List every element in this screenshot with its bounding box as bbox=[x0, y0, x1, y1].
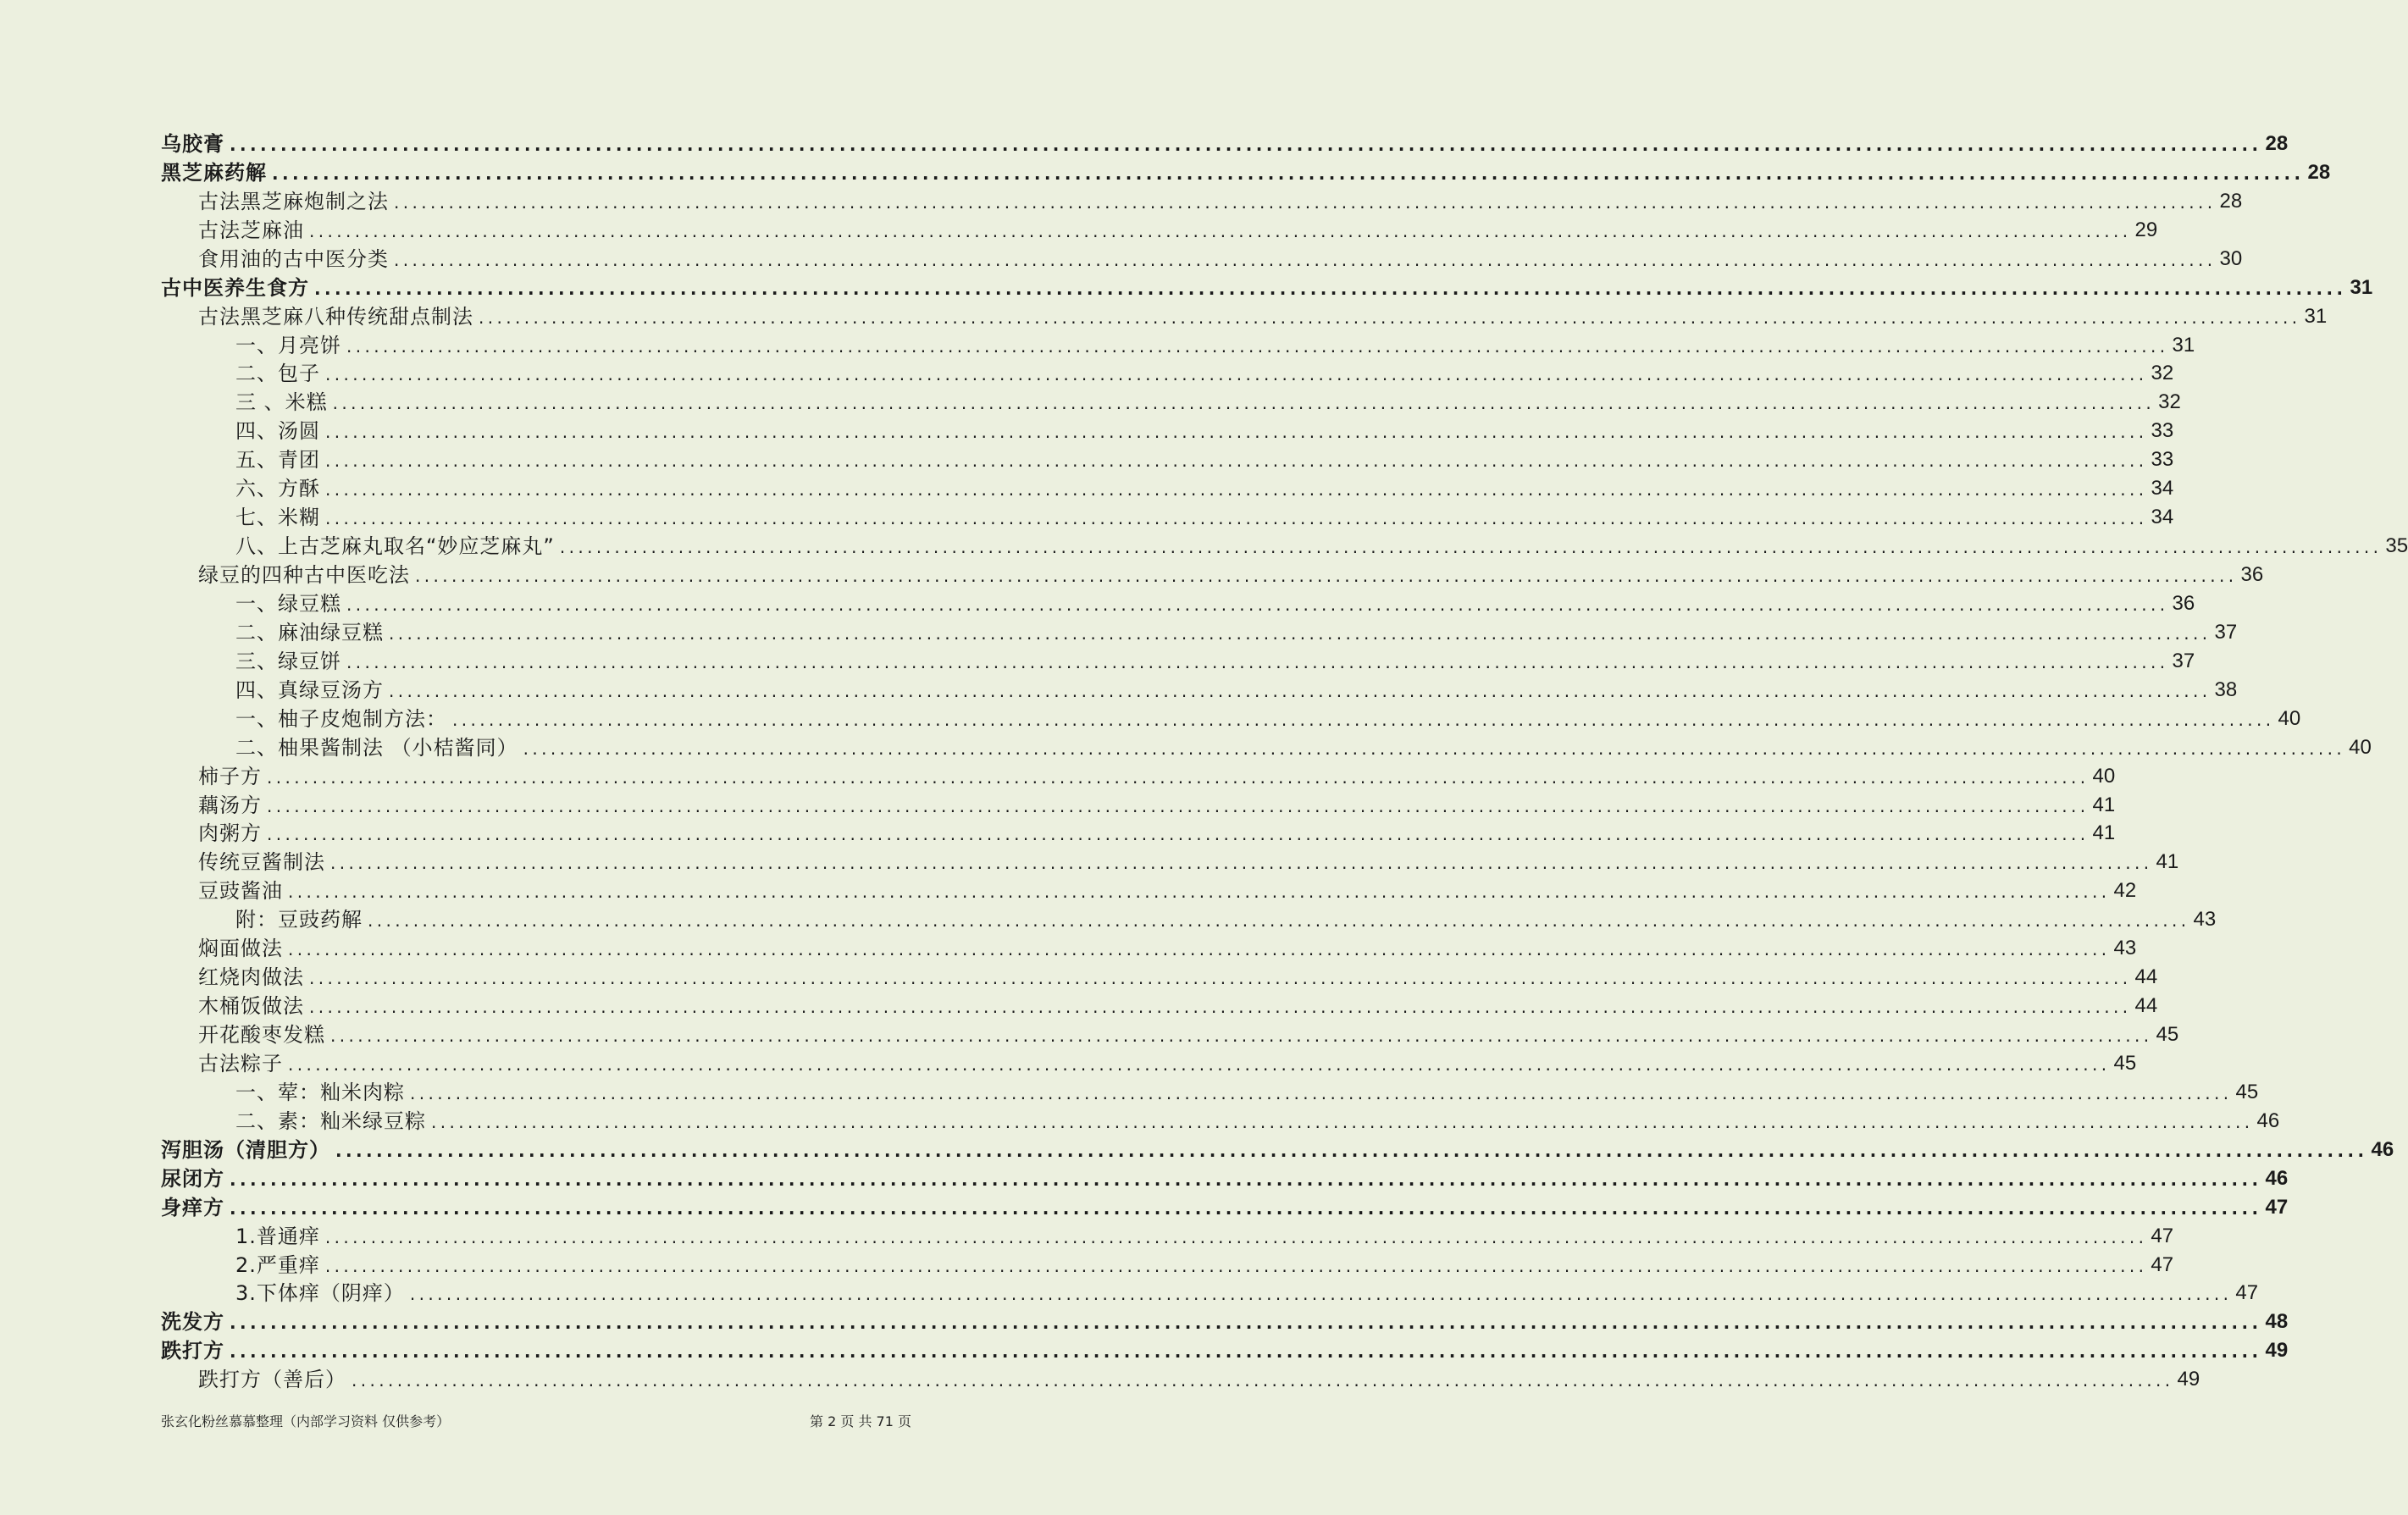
toc-entry-title: 跌打方（善后） bbox=[198, 1368, 346, 1392]
toc-entry-title: 洗发方 bbox=[161, 1310, 224, 1335]
page-footer bbox=[161, 1411, 911, 1430]
toc-entry[interactable] bbox=[161, 1189, 2289, 1219]
toc-entry-page: 45 bbox=[2113, 1051, 2137, 1075]
toc-entry-title: 四、汤圆 bbox=[235, 419, 320, 444]
toc-entry-title: 绿豆的四种古中医吃法 bbox=[198, 563, 410, 587]
toc-dot-leader: ........................................................................................................................................................................................................ bbox=[410, 1082, 2233, 1103]
toc-entry-page: 46 bbox=[2371, 1137, 2394, 1161]
toc-dot-leader: ........................................................................................................................................................................................................ bbox=[230, 1341, 2262, 1363]
toc-entry-title: 六、方酥 bbox=[235, 477, 320, 501]
toc-entry-page: 43 bbox=[2113, 937, 2137, 960]
toc-entry-title: 一、柚子皮炮制方法： bbox=[235, 706, 447, 731]
toc-entry-title: 古法黑芝麻炮制之法 bbox=[198, 189, 389, 213]
toc-entry[interactable] bbox=[161, 758, 2116, 788]
toc-dot-leader: ........................................................................................................................................................................................................ bbox=[324, 1255, 2148, 1276]
toc-entry-page: 41 bbox=[2092, 821, 2116, 845]
toc-entry-page: 41 bbox=[2156, 850, 2179, 874]
toc-dot-leader: ........................................................................................................................................................................................................ bbox=[325, 479, 2148, 500]
toc-entry[interactable] bbox=[161, 1332, 2289, 1363]
toc-entry-title: 跌打方 bbox=[161, 1339, 224, 1363]
toc-entry[interactable] bbox=[161, 327, 2195, 357]
toc-entry[interactable] bbox=[161, 125, 2289, 156]
toc-entry-title: 古法黑芝麻八种传统甜点制法 bbox=[198, 304, 473, 329]
toc-entry-page: 47 bbox=[2151, 1224, 2174, 1247]
toc-entry[interactable] bbox=[161, 930, 2137, 961]
toc-entry-title: 三、绿豆饼 bbox=[235, 649, 341, 673]
toc-dot-leader: ........................................................................................................................................................................................................ bbox=[332, 393, 2156, 414]
toc-dot-leader: ........................................................................................................................................................................................................ bbox=[267, 795, 2090, 816]
toc-entry[interactable] bbox=[161, 384, 2181, 415]
toc-dot-leader: ........................................................................................................................................................................................................ bbox=[309, 968, 2132, 989]
toc-entry[interactable] bbox=[161, 729, 2372, 760]
toc-entry-title: 附：豆豉药解 bbox=[235, 908, 363, 932]
toc-entry-title: 肉粥方 bbox=[198, 821, 262, 846]
toc-dot-leader: ........................................................................................................................................................................................................ bbox=[394, 249, 2217, 270]
toc-entry-page: 46 bbox=[2265, 1166, 2289, 1190]
toc-entry-page: 40 bbox=[2278, 706, 2301, 730]
toc-entry[interactable] bbox=[161, 959, 2158, 990]
toc-entry-title: 食用油的古中医分类 bbox=[198, 246, 389, 271]
toc-entry[interactable] bbox=[161, 1016, 2179, 1047]
toc-entry-title: 传统豆酱制法 bbox=[198, 850, 325, 875]
toc-entry[interactable] bbox=[161, 872, 2137, 904]
toc-entry-title: 一、绿豆糕 bbox=[235, 591, 341, 616]
toc-entry-page: 29 bbox=[2134, 218, 2158, 241]
toc-entry-page: 30 bbox=[2219, 246, 2243, 270]
toc-dot-leader: ........................................................................................................................................................................................................ bbox=[230, 1169, 2262, 1190]
toc-entry[interactable] bbox=[161, 499, 2174, 530]
toc-dot-leader: ........................................................................................................................................................................................................ bbox=[346, 335, 2169, 357]
toc-entry-title: 豆豉酱油 bbox=[198, 879, 283, 904]
toc-dot-leader: ........................................................................................................................................................................................................ bbox=[335, 1140, 2368, 1161]
toc-dot-leader: ........................................................................................................................................................................................................ bbox=[230, 134, 2262, 155]
toc-entry-page: 28 bbox=[2265, 131, 2289, 155]
toc-dot-leader: ........................................................................................................................................................................................................ bbox=[559, 537, 2383, 558]
footer-page-number: 第 2 页 共 71 页 bbox=[810, 1413, 911, 1429]
toc-entry-title: 一、月亮饼 bbox=[235, 333, 341, 357]
toc-entry-title: 二、柚果酱制法 （小桔酱同） bbox=[235, 735, 518, 760]
toc-entry-title: 七、米糊 bbox=[235, 506, 320, 530]
toc-entry[interactable] bbox=[161, 241, 2243, 271]
toc-entry-page: 47 bbox=[2235, 1281, 2259, 1305]
toc-dot-leader: ........................................................................................................................................................................................................ bbox=[288, 1053, 2111, 1075]
toc-entry-page: 34 bbox=[2151, 506, 2174, 529]
toc-entry-title: 古中医养生食方 bbox=[161, 275, 309, 300]
toc-dot-leader: ........................................................................................................................................................................................................ bbox=[325, 451, 2148, 472]
toc-entry-title: 1.普通痒 bbox=[235, 1224, 320, 1248]
toc-entry[interactable] bbox=[161, 816, 2116, 846]
toc-dot-leader: ........................................................................................................................................................................................................ bbox=[452, 709, 2275, 730]
toc-dot-leader: ........................................................................................................................................................................................................ bbox=[230, 1197, 2262, 1219]
toc-entry-page: 36 bbox=[2172, 591, 2195, 615]
toc-entry-page: 46 bbox=[2256, 1109, 2280, 1132]
toc-entry[interactable] bbox=[161, 269, 2373, 300]
toc-entry[interactable] bbox=[161, 1275, 2259, 1306]
toc-dot-leader: ........................................................................................................................................................................................................ bbox=[415, 566, 2238, 586]
toc-entry-title: 四、真绿豆汤方 bbox=[235, 677, 384, 702]
toc-entry-page: 48 bbox=[2265, 1310, 2289, 1334]
toc-entry-page: 40 bbox=[2349, 735, 2372, 759]
toc-entry-title: 二、包子 bbox=[235, 362, 320, 386]
toc-entry[interactable] bbox=[161, 356, 2174, 386]
toc-entry[interactable] bbox=[161, 528, 2408, 559]
toc-entry-page: 42 bbox=[2113, 879, 2137, 903]
toc-entry-title: 二、素：籼米绿豆粽 bbox=[235, 1109, 426, 1133]
toc-dot-leader: ........................................................................................................................................................................................................ bbox=[267, 766, 2090, 788]
toc-entry[interactable] bbox=[161, 987, 2158, 1019]
toc-dot-leader: ........................................................................................................................................................................................................ bbox=[324, 1226, 2148, 1247]
toc-entry[interactable] bbox=[161, 1074, 2259, 1104]
toc-dot-leader: ........................................................................................................................................................................................................ bbox=[330, 1026, 2153, 1046]
toc-entry-page: 31 bbox=[2350, 275, 2373, 299]
toc-entry-page: 40 bbox=[2092, 764, 2116, 788]
toc-entry[interactable] bbox=[161, 556, 2264, 587]
toc-entry[interactable] bbox=[161, 441, 2174, 473]
toc-entry[interactable] bbox=[161, 700, 2301, 731]
toc-entry[interactable] bbox=[161, 672, 2238, 702]
toc-entry-page: 34 bbox=[2151, 477, 2174, 500]
toc-dot-leader: ........................................................................................................................................................................................................ bbox=[389, 622, 2211, 644]
toc-entry[interactable] bbox=[161, 1103, 2280, 1133]
toc-entry-title: 八、上古芝麻丸取名“妙应芝麻丸” bbox=[235, 534, 555, 559]
toc-entry-page: 28 bbox=[2307, 160, 2331, 184]
toc-entry-title: 古法芝麻油 bbox=[198, 218, 304, 242]
toc-entry-page: 43 bbox=[2193, 908, 2217, 932]
toc-entry[interactable] bbox=[161, 212, 2158, 242]
toc-dot-leader: ........................................................................................................................................................................................................ bbox=[431, 1111, 2254, 1132]
toc-dot-leader: ........................................................................................................................................................................................................ bbox=[409, 1284, 2233, 1305]
toc-entry[interactable] bbox=[161, 1247, 2174, 1277]
toc-dot-leader: ........................................................................................................................................................................................................ bbox=[309, 997, 2132, 1018]
toc-entry[interactable] bbox=[161, 585, 2195, 616]
toc-entry-page: 47 bbox=[2265, 1195, 2289, 1219]
toc-entry[interactable] bbox=[161, 614, 2238, 644]
toc-dot-leader: ........................................................................................................................................................................................................ bbox=[314, 278, 2347, 299]
toc-entry-page: 31 bbox=[2172, 333, 2195, 357]
toc-entry-page: 38 bbox=[2214, 677, 2238, 701]
toc-dot-leader: ........................................................................................................................................................................................................ bbox=[325, 364, 2148, 385]
toc-entry-title: 五、青团 bbox=[235, 448, 320, 473]
toc-entry-page: 37 bbox=[2172, 649, 2195, 672]
toc-entry[interactable] bbox=[161, 470, 2174, 501]
toc-entry[interactable] bbox=[161, 154, 2331, 185]
toc-entry-page: 36 bbox=[2240, 563, 2264, 586]
toc-dot-leader: ........................................................................................................................................................................................................ bbox=[288, 939, 2111, 960]
toc-entry-page: 49 bbox=[2177, 1368, 2200, 1391]
toc-entry-title: 藕汤方 bbox=[198, 793, 262, 817]
toc-entry-title: 红烧肉做法 bbox=[198, 965, 304, 990]
toc-entry-title: 木桶饭做法 bbox=[198, 994, 304, 1019]
toc-dot-leader: ........................................................................................................................................................................................................ bbox=[523, 738, 2346, 759]
toc-dot-leader: ........................................................................................................................................................................................................ bbox=[288, 882, 2111, 903]
toc-entry-page: 32 bbox=[2151, 362, 2174, 385]
toc-dot-leader: ........................................................................................................................................................................................................ bbox=[267, 824, 2090, 845]
toc-entry-title: 乌胶膏 bbox=[161, 131, 224, 156]
toc-entry[interactable] bbox=[161, 787, 2116, 817]
toc-entry[interactable] bbox=[161, 183, 2243, 213]
toc-dot-leader: ........................................................................................................................................................................................................ bbox=[325, 422, 2148, 443]
toc-entry[interactable] bbox=[161, 1303, 2289, 1335]
toc-entry-page: 47 bbox=[2151, 1252, 2174, 1276]
toc-entry[interactable] bbox=[161, 1218, 2174, 1248]
toc-dot-leader: ........................................................................................................................................................................................................ bbox=[394, 191, 2217, 213]
toc-entry-page: 33 bbox=[2151, 448, 2174, 472]
toc-entry-title: 柿子方 bbox=[198, 764, 262, 788]
footer-credit: 张玄化粉丝慕慕整理（内部学习资料 仅供参考） bbox=[161, 1413, 451, 1429]
toc-entry-page: 32 bbox=[2158, 390, 2181, 414]
toc-entry-title: 2.严重痒 bbox=[235, 1252, 320, 1277]
table-of-contents bbox=[161, 125, 2408, 1392]
toc-entry-page: 31 bbox=[2304, 304, 2328, 328]
toc-entry-title: 3.下体痒（阴痒） bbox=[235, 1281, 405, 1306]
toc-entry[interactable] bbox=[161, 643, 2195, 673]
toc-dot-leader: ........................................................................................................................................................................................................ bbox=[352, 1370, 2174, 1391]
toc-entry[interactable] bbox=[161, 412, 2174, 444]
toc-dot-leader: ........................................................................................................................................................................................................ bbox=[346, 651, 2169, 672]
toc-entry-title: 身痒方 bbox=[161, 1195, 224, 1219]
toc-entry-title: 黑芝麻药解 bbox=[161, 160, 267, 185]
toc-entry-title: 泻胆汤（清胆方） bbox=[161, 1137, 330, 1162]
toc-entry-title: 二、麻油绿豆糕 bbox=[235, 620, 384, 644]
toc-dot-leader: ........................................................................................................................................................................................................ bbox=[230, 1313, 2262, 1334]
toc-entry-page: 41 bbox=[2092, 793, 2116, 816]
toc-entry-page: 33 bbox=[2151, 419, 2174, 443]
toc-entry[interactable] bbox=[161, 1045, 2137, 1075]
toc-entry-title: 开花酸枣发糕 bbox=[198, 1023, 325, 1047]
toc-entry-page: 37 bbox=[2214, 620, 2238, 644]
toc-dot-leader: ........................................................................................................................................................................................................ bbox=[272, 163, 2305, 184]
toc-entry-page: 44 bbox=[2134, 994, 2158, 1018]
toc-dot-leader: ........................................................................................................................................................................................................ bbox=[368, 910, 2190, 932]
toc-dot-leader: ........................................................................................................................................................................................................ bbox=[309, 220, 2132, 241]
toc-entry[interactable] bbox=[161, 298, 2328, 329]
toc-entry-page: 49 bbox=[2265, 1339, 2289, 1363]
toc-entry-title: 古法粽子 bbox=[198, 1051, 283, 1075]
toc-dot-leader: ........................................................................................................................................................................................................ bbox=[346, 594, 2169, 615]
toc-entry-title: 焖面做法 bbox=[198, 937, 283, 961]
toc-entry[interactable] bbox=[161, 1361, 2200, 1392]
toc-entry-page: 35 bbox=[2385, 534, 2408, 558]
toc-entry[interactable] bbox=[161, 1160, 2289, 1191]
toc-entry[interactable] bbox=[161, 901, 2217, 932]
toc-entry[interactable] bbox=[161, 1131, 2394, 1162]
toc-entry-title: 一、荤：籼米肉粽 bbox=[235, 1080, 405, 1104]
toc-entry-title: 尿闭方 bbox=[161, 1166, 224, 1191]
toc-dot-leader: ........................................................................................................................................................................................................ bbox=[479, 307, 2301, 328]
toc-entry[interactable] bbox=[161, 843, 2179, 875]
toc-entry-page: 44 bbox=[2134, 965, 2158, 989]
toc-dot-leader: ........................................................................................................................................................................................................ bbox=[330, 853, 2153, 874]
toc-dot-leader: ........................................................................................................................................................................................................ bbox=[389, 680, 2211, 701]
toc-entry-title: 三 、米糕 bbox=[235, 390, 328, 415]
toc-entry-page: 28 bbox=[2219, 189, 2243, 213]
toc-entry-page: 45 bbox=[2235, 1080, 2259, 1103]
toc-dot-leader: ........................................................................................................................................................................................................ bbox=[325, 508, 2148, 529]
toc-entry-page: 45 bbox=[2156, 1023, 2179, 1046]
